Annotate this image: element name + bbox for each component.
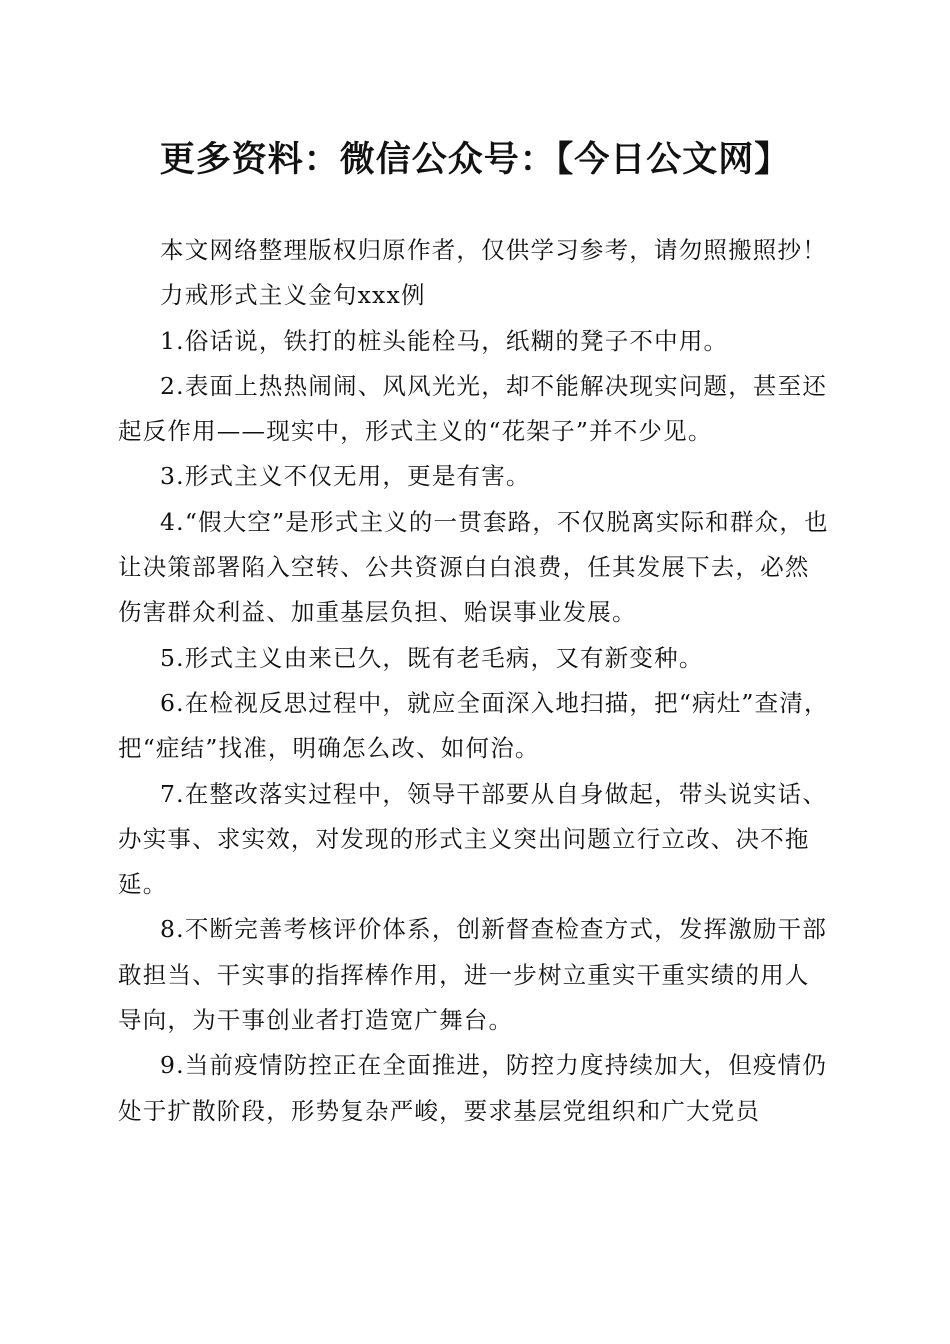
paragraph-item-2: 2.表面上热热闹闹、风风光光，却不能解决现实问题，甚至还起反作用——现实中，形式主义的“花架子”并不少见。 bbox=[118, 371, 828, 446]
document-title: 更多资料：微信公众号：【今日公文网】 bbox=[159, 140, 791, 180]
paragraph-item-6: 6.在检视反思过程中，就应全面深入地扫描，把“病灶”查清，把“症结”找准，明确怎么改、如何治。 bbox=[118, 688, 829, 763]
paragraph-item-3: 3.形式主义不仅无用，更是有害。 bbox=[160, 462, 531, 491]
paragraph-item-8: 8.不断完善考核评价体系，创新督查检查方式，发挥激励干部敢担当、干实事的指挥棒作用，进一步树立重实干重实绩的用人导向，为干事创业者打造宽广舞台。 bbox=[118, 915, 828, 1035]
paragraph-item-5: 5.形式主义由来已久，既有老毛病，又有新变种。 bbox=[160, 643, 704, 672]
paragraph-disclaimer: 本文网络整理版权归原作者，仅供学习参考，请勿照搬照抄！ bbox=[160, 236, 827, 264]
paragraph-subtitle: 力戒形式主义金句xxx例 bbox=[160, 281, 426, 310]
paragraph-item-9: 9.当前疫情防控正在全面推进，防控力度持续加大，但疫情仍处于扩散阶段，形势复杂严峻，要求基层党组织和广大党员 bbox=[118, 1051, 828, 1125]
document-body bbox=[118, 228, 830, 1134]
paragraph-item-7: 7.在整改落实过程中，领导干部要从自身做起，带头说实话、办实事、求实效，对发现的形式主义突出问题立行立改、决不拖延。 bbox=[118, 779, 828, 899]
paragraph-item-4: 4.“假大空”是形式主义的一贯套路，不仅脱离实际和群众，也让决策部署陷入空转、公共资源白白浪费，任其发展下去，必然伤害群众利益、加重基层负担、贻误事业发展。 bbox=[118, 507, 829, 627]
paragraph-item-1: 1.俗话说，铁打的桩头能栓马，纸糊的凳子不中用。 bbox=[160, 326, 729, 355]
